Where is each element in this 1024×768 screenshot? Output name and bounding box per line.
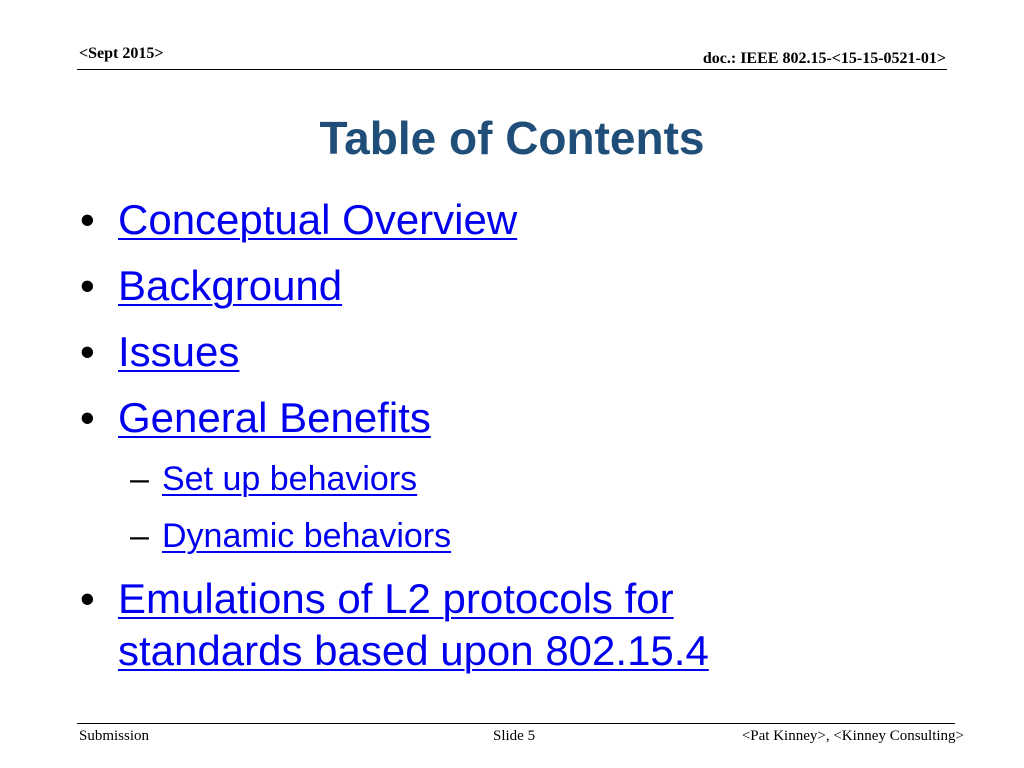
bullet-icon: •	[80, 262, 95, 309]
link-emulations-l2-protocols[interactable]: Emulations of L2 protocols for standards based upon 802.15.4	[118, 575, 709, 674]
bullet-icon: •	[80, 575, 95, 622]
toc-subitem-dynamic-behaviors	[130, 515, 451, 557]
toc-item-issues	[80, 326, 239, 378]
link-general-benefits[interactable]: General Benefits	[118, 394, 431, 441]
footer-submission: Submission	[79, 728, 150, 744]
header-divider	[77, 69, 947, 70]
bullet-icon: •	[80, 328, 95, 375]
bullet-icon: •	[80, 196, 95, 243]
toc-subitem-set-up-behaviors	[130, 458, 417, 500]
footer-divider	[77, 723, 955, 724]
link-set-up-behaviors[interactable]: Set up behaviors	[162, 460, 418, 498]
link-background[interactable]: Background	[118, 262, 343, 309]
toc-item-emulations	[80, 573, 798, 677]
footer-author: <Pat Kinney>, <Kinney Consulting>	[741, 728, 964, 744]
dash-icon: –	[130, 517, 149, 555]
slide-title: Table of Contents	[319, 112, 705, 164]
toc-item-background	[80, 260, 342, 312]
toc-item-general-benefits	[80, 392, 431, 444]
footer-slide-number: Slide 5	[493, 728, 536, 744]
bullet-icon: •	[80, 394, 95, 441]
dash-icon: –	[130, 460, 149, 498]
link-issues[interactable]: Issues	[118, 328, 240, 375]
header-doc-id: doc.: IEEE 802.15-<15-15-0521-01>	[702, 50, 946, 67]
toc-item-conceptual-overview	[80, 194, 517, 246]
link-dynamic-behaviors[interactable]: Dynamic behaviors	[162, 517, 452, 555]
link-conceptual-overview[interactable]: Conceptual Overview	[118, 196, 518, 243]
header-date: <Sept 2015>	[79, 45, 164, 62]
